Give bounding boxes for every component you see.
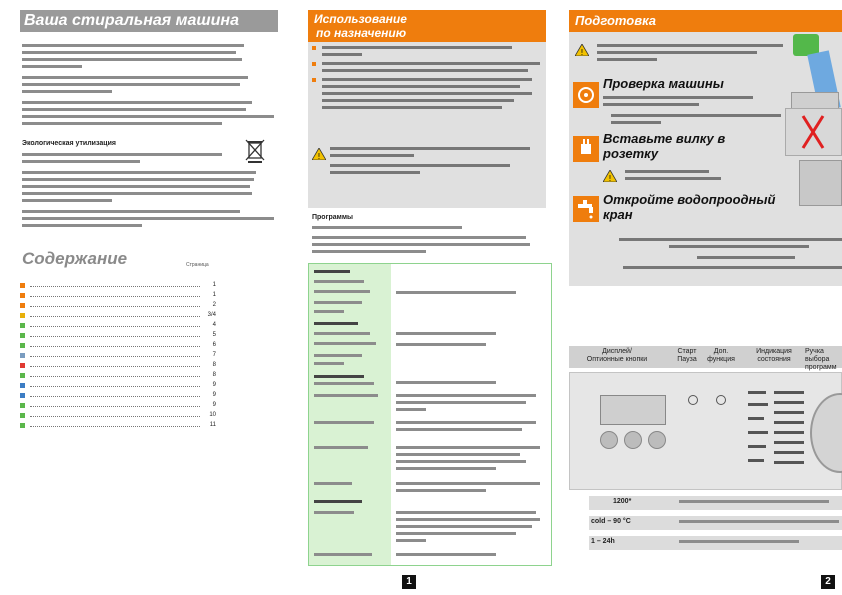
toc-leader — [30, 295, 200, 297]
svg-text:!: ! — [580, 48, 584, 56]
step3-title — [603, 192, 775, 222]
option-button-3[interactable] — [648, 431, 666, 449]
toc-item — [20, 292, 216, 301]
toc-item — [20, 422, 216, 431]
step3-title-line2: кран — [603, 207, 633, 222]
toc-color-marker — [20, 343, 25, 348]
label-start: Старт — [677, 348, 697, 355]
toc-color-marker — [20, 413, 25, 418]
toc-color-marker — [20, 403, 25, 408]
left-header — [20, 10, 278, 32]
toc-page-number: 7 — [212, 352, 216, 358]
label-programs: программ — [805, 364, 837, 371]
toc-color-marker — [20, 293, 25, 298]
toc-title: Содержание — [22, 249, 128, 268]
page-number-2: 2 — [821, 575, 835, 589]
toc-leader — [30, 345, 200, 347]
toc-page-number: 9 — [212, 402, 216, 408]
programs-title: Программы — [312, 214, 354, 221]
toc-leader — [30, 355, 200, 357]
setting-row-temp — [589, 516, 842, 530]
middle-header-line1: Использование — [314, 12, 407, 26]
left-page — [0, 0, 282, 595]
toc-color-marker — [20, 283, 25, 288]
toc-page-number: 1 — [212, 282, 216, 288]
toc-color-marker — [20, 363, 25, 368]
toc-page-number: 2 — [212, 302, 216, 308]
toc-item — [20, 342, 216, 351]
left-header-title: Ваша стиральная машина — [24, 12, 239, 29]
right-header — [569, 10, 842, 32]
toc-color-marker — [20, 333, 25, 338]
label-program-dial: Ручка выбора — [805, 348, 830, 363]
toc-leader — [30, 385, 200, 387]
right-header-title: Подготовка — [575, 13, 657, 28]
toc-item — [20, 302, 216, 311]
label-function: функция — [707, 356, 735, 363]
control-panel — [569, 372, 842, 490]
toc-page-label: Страница — [186, 262, 209, 268]
right-page — [567, 0, 842, 595]
toc-leader — [30, 325, 200, 327]
toc-leader — [30, 335, 200, 337]
warning-icon — [575, 44, 589, 56]
toc-color-marker — [20, 303, 25, 308]
label-option-buttons: Оптионные кнопки — [586, 356, 648, 363]
svg-text:!: ! — [608, 174, 612, 182]
label-display: Дисплей/ — [602, 348, 632, 355]
toc-leader — [30, 425, 200, 427]
toc-page-number: 9 — [212, 392, 216, 398]
spin-value: 1200* — [613, 498, 632, 505]
delay-value: 1 – 24h — [591, 538, 615, 545]
step3-title-line1: Откройте водопроодный — [603, 192, 776, 207]
toc-leader — [30, 365, 200, 367]
page-number-1: 1 — [402, 575, 416, 589]
toc-page-number: 6 — [212, 342, 216, 348]
toc-leader — [30, 285, 200, 287]
label-extra: Доп. — [713, 348, 729, 355]
crossed-bin-icon — [244, 138, 266, 164]
panel-labels — [569, 346, 842, 371]
label-status: состояния — [757, 356, 791, 363]
toc-leader — [30, 395, 200, 397]
program-dial[interactable] — [810, 393, 842, 473]
extra-function-button[interactable] — [716, 395, 726, 405]
start-pause-button[interactable] — [688, 395, 698, 405]
toc-leader — [30, 415, 200, 417]
toc-item — [20, 402, 216, 411]
toc-page-number: 8 — [212, 372, 216, 378]
toc-leader — [30, 305, 200, 307]
warning-icon — [312, 148, 326, 160]
red-cross-icon — [800, 113, 826, 151]
toc-page-number: 10 — [209, 412, 216, 418]
option-button-1[interactable] — [600, 431, 618, 449]
label-indicator: Индикация — [756, 348, 792, 355]
toc-color-marker — [20, 353, 25, 358]
middle-page — [300, 0, 558, 595]
option-button-2[interactable] — [624, 431, 642, 449]
display-screen — [600, 395, 666, 425]
middle-header — [308, 10, 546, 42]
water-tap-icon — [573, 196, 599, 222]
step1-title: Проверка машины — [603, 76, 724, 91]
damaged-machine-illustration — [785, 108, 842, 156]
toc-page-number: 3/4 — [207, 312, 216, 318]
toc-page-number: 9 — [212, 382, 216, 388]
step2-title — [603, 131, 725, 161]
eco-title: Экологическая утилизация — [22, 140, 116, 147]
toc-leader — [30, 315, 200, 317]
toc-color-marker — [20, 383, 25, 388]
toc-item — [20, 322, 216, 331]
socket-illustration — [799, 160, 842, 206]
toc-item — [20, 312, 216, 321]
toc-item — [20, 332, 216, 341]
setting-row-spin — [589, 496, 842, 510]
toc-page-number: 5 — [212, 332, 216, 338]
temp-value: cold – 90 °C — [591, 518, 631, 525]
svg-text:!: ! — [317, 152, 321, 160]
inspect-machine-icon — [573, 82, 599, 108]
toc-color-marker — [20, 393, 25, 398]
warning-icon — [603, 170, 617, 182]
toc-item — [20, 362, 216, 371]
plug-icon — [573, 136, 599, 162]
toc-page-number: 11 — [209, 422, 216, 428]
toc-item — [20, 352, 216, 361]
toc-leader — [30, 405, 200, 407]
toc-item — [20, 282, 216, 291]
step2-title-line1: Вставьте вилку в — [603, 131, 726, 146]
toc-page-number: 4 — [212, 322, 216, 328]
toc-item — [20, 382, 216, 391]
toc-page-number: 1 — [212, 292, 216, 298]
toc-item — [20, 412, 216, 421]
middle-header-line2: по назначению — [316, 26, 407, 40]
toc-leader — [30, 375, 200, 377]
toc-color-marker — [20, 423, 25, 428]
toc-item — [20, 372, 216, 381]
toc-color-marker — [20, 313, 25, 318]
step2-title-line2: розетку — [603, 146, 659, 161]
toc-color-marker — [20, 323, 25, 328]
toc-item — [20, 392, 216, 401]
usage-gray-area — [308, 42, 546, 208]
toc-page-number: 8 — [212, 362, 216, 368]
toc-color-marker — [20, 373, 25, 378]
setting-row-delay — [589, 536, 842, 550]
label-pause: Пауза — [677, 356, 697, 363]
